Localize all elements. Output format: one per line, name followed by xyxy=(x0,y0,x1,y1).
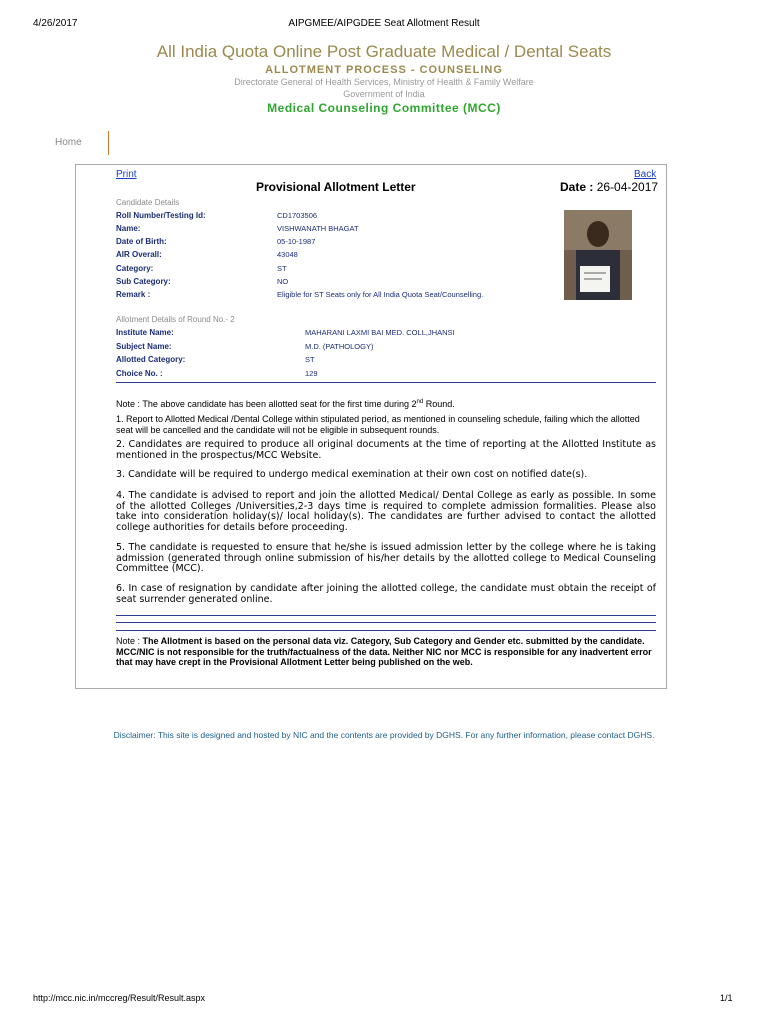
committee-title: Medical Counseling Committee (MCC) xyxy=(267,101,501,115)
round-note xyxy=(116,397,656,410)
choice-no-label: Choice No. : xyxy=(116,369,163,378)
date-value: 26-04-2017 xyxy=(596,180,659,194)
air-value: 43048 xyxy=(277,250,298,259)
instruction-5: 5. The candidate is requested to ensure that he/she is issued admission letter by the college where he is taking admission (generated through online submission of his/her details by the allotted college to Medical Counseling Committee (MCC). xyxy=(116,542,656,574)
letter-date xyxy=(560,180,658,194)
institute-label: Institute Name: xyxy=(116,328,174,337)
round-note-sup: nd xyxy=(416,399,424,405)
dob-value: 05-10-1987 xyxy=(277,237,316,246)
instruction-3: 3. Candidate will be required to undergo medical exemination at their own cost on notified date(s). xyxy=(116,469,588,480)
disclaimer-text: Disclaimer: This site is designed and hosted by NIC and the contents are provided by DGHS. For any further information, please contact DGHS. xyxy=(113,730,655,740)
print-link[interactable]: Print xyxy=(116,169,137,180)
final-note-text: The Allotment is based on the personal data viz. Category, Sub Category and Gender etc. submitted by the candidate. MCC/NIC is not responsible for the truth/factualness of the data. Neither NIC nor MCC is responsible for any inadvertent error that may have crept in the Provisional Allotment Letter being published on the web. xyxy=(116,636,652,667)
subcategory-label: Sub Category: xyxy=(116,277,171,286)
allotment-section-title: Allotment Details of Round No.- 2 xyxy=(116,315,235,324)
divider-line xyxy=(116,615,656,616)
print-date: 4/26/2017 xyxy=(33,18,78,29)
subject-value: M.D. (PATHOLOGY) xyxy=(305,342,374,351)
allotted-category-label: Allotted Category: xyxy=(116,355,186,364)
name-label: Name: xyxy=(116,224,141,233)
dob-label: Date of Birth: xyxy=(116,237,167,246)
site-title: All India Quota Online Post Graduate Medical / Dental Seats xyxy=(156,42,612,61)
letter-title: Provisional Allotment Letter xyxy=(256,180,416,194)
date-label: Date : xyxy=(560,180,594,194)
instruction-1: 1. Report to Allotted Medical /Dental College within stipulated period, as mentioned in counseling schedule, failing which the allotted seat will be cancelled and the candidate will not be eligible in subsequent rounds. xyxy=(116,414,640,435)
final-note-prefix: Note : xyxy=(116,636,143,646)
home-link[interactable]: Home xyxy=(55,137,82,148)
roll-number-value: CD1703506 xyxy=(277,211,318,220)
choice-no-value: 129 xyxy=(305,369,318,378)
instruction-2: 2. Candidates are required to produce all original documents at the time of reporting at the Allotted Institute as mentioned in the prospectus/MCC Website. xyxy=(116,439,656,461)
round-note-text: Note : The above candidate has been allotted seat for the first time during 2 xyxy=(116,399,417,409)
category-label: Category: xyxy=(116,264,154,273)
divider-line xyxy=(116,382,656,383)
nav-divider xyxy=(108,131,109,155)
site-subtitle: ALLOTMENT PROCESS - COUNSELING xyxy=(265,64,503,76)
person-photo-icon xyxy=(564,210,632,300)
allotted-category-value: ST xyxy=(305,355,315,364)
divider-line xyxy=(116,630,656,631)
remark-value: Eligible for ST Seats only for All India Quota Seat/Counselling. xyxy=(277,290,484,299)
instruction-4: 4. The candidate is advised to report and join the allotted Medical/ Dental College as early as possible. In some of the allotted Colleges /Universities,2-3 days time is required to complete admission formalities. Please also take into consideration holiday(s)/ local holiday(s). The candidates are further advised to contact the allotted college authorities for details before proceeding. xyxy=(116,490,656,533)
print-url: http://mcc.nic.in/mccreg/Result/Result.aspx xyxy=(33,993,206,1003)
category-value: ST xyxy=(277,264,287,273)
directorate-text: Directorate General of Health Services, Ministry of Health & Family Welfare xyxy=(234,77,534,87)
candidate-photo xyxy=(564,210,632,300)
air-label: AIR Overall: xyxy=(116,250,162,259)
subject-label: Subject Name: xyxy=(116,342,172,351)
instruction-6: 6. In case of resignation by candidate after joining the allotted college, the candidate must obtain the receipt of seat surrender generated online. xyxy=(116,583,656,605)
final-note xyxy=(116,636,656,668)
roll-number-label: Roll Number/Testing Id: xyxy=(116,211,206,220)
print-title: AIPGMEE/AIPGDEE Seat Allotment Result xyxy=(288,18,480,29)
institute-value: MAHARANI LAXMI BAI MED. COLL,JHANSI xyxy=(305,328,455,337)
divider-line xyxy=(116,622,656,623)
remark-label: Remark : xyxy=(116,290,151,299)
print-page-number: 1/1 xyxy=(720,993,733,1003)
candidate-section-title: Candidate Details xyxy=(116,198,180,207)
government-text: Government of India xyxy=(343,89,425,99)
round-note-end: Round. xyxy=(423,399,455,409)
back-link[interactable]: Back xyxy=(634,169,657,180)
subcategory-value: NO xyxy=(277,277,289,286)
name-value: VISHWANATH BHAGAT xyxy=(277,224,359,233)
